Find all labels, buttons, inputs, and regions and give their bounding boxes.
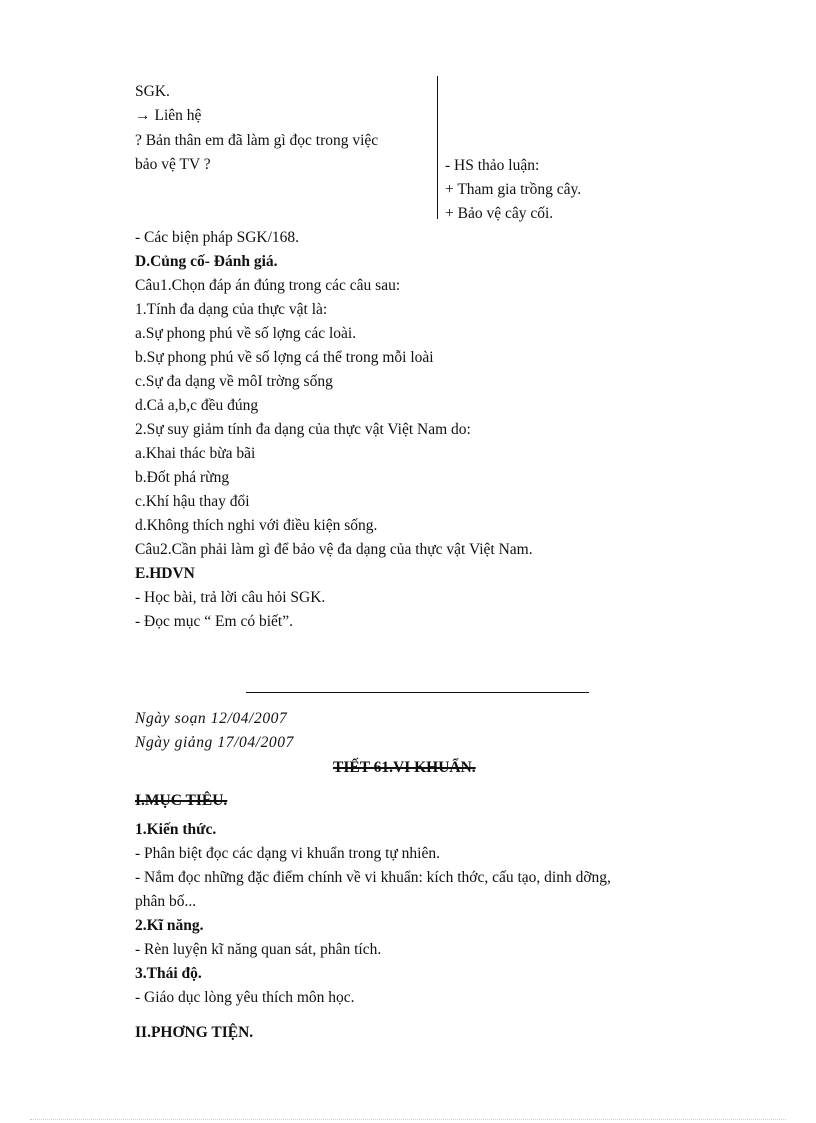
text-line: bảo vệ TV ? (135, 156, 211, 173)
text-line: - Phân biệt đọc các dạng vi khuẩn trong tự nhiên. (135, 845, 440, 862)
date-taught: Ngày giảng 17/04/2007 (135, 734, 294, 751)
text-line: SGK. (135, 83, 170, 100)
text-line: - Đọc mục “ Em có biết”. (135, 613, 293, 630)
subsection-heading: 3.Thái độ. (135, 965, 202, 982)
page-bottom-border (30, 1119, 786, 1120)
text-line: d.Không thích nghi với điều kiện sống. (135, 517, 378, 534)
text-line: 2.Sự suy giảm tính đa dạng của thực vật Việt Nam do: (135, 421, 471, 438)
text-line: 1.Tính đa dạng của thực vật là: (135, 301, 328, 318)
section-heading: II.PHƠNG TIỆN. (135, 1024, 254, 1041)
text-line: c.Sự đa dạng về môI trờng sống (135, 373, 333, 390)
lesson-title: TIẾT 61.VI KHUẨN. (333, 759, 476, 776)
text-line: + Tham gia trồng cây. (445, 181, 582, 198)
subsection-heading: 2.Kĩ năng. (135, 917, 204, 934)
text-line: Câu1.Chọn đáp án đúng trong các câu sau: (135, 277, 401, 294)
text-line: - Học bài, trả lời câu hỏi SGK. (135, 589, 326, 606)
section-heading: D.Củng cố- Đánh giá. (135, 253, 278, 270)
separator-line (246, 692, 589, 693)
text-line: - Các biện pháp SGK/168. (135, 229, 300, 246)
text-line: - Rèn luyện kĩ năng quan sát, phân tích. (135, 941, 382, 958)
text-line: Câu2.Cần phải làm gì để bảo vệ đa dạng của thực vật Việt Nam. (135, 541, 533, 558)
section-heading: E.HDVN (135, 565, 195, 582)
text-line: - HS thảo luận: (445, 157, 540, 174)
text-line: d.Cả a,b,c đều đúng (135, 397, 259, 414)
text-span: Liên hệ (154, 107, 202, 124)
text-line: b.Đốt phá rừng (135, 469, 230, 486)
column-divider (437, 76, 438, 219)
text-line: ? Bản thân em đã làm gì đọc trong việc (135, 132, 379, 149)
text-line: + Bảo vệ cây cối. (445, 205, 554, 222)
arrow-right-icon: → (135, 107, 151, 124)
text-line: phân bố... (135, 893, 197, 910)
text-line: c.Khí hậu thay đổi (135, 493, 250, 510)
text-line: a.Sự phong phú về số lợng các loài. (135, 325, 357, 342)
text-line (135, 106, 201, 126)
subsection-heading: 1.Kiến thức. (135, 821, 217, 838)
text-line: a.Khai thác bừa bãi (135, 445, 256, 462)
text-line: b.Sự phong phú về số lợng cá thể trong mỗi loài (135, 349, 434, 366)
text-line: - Nắm đọc những đặc điểm chính về vi khuẩn: kích thớc, cấu tạo, dinh dỡng, (135, 869, 611, 886)
section-heading: I.MỤC TIÊU. (135, 792, 228, 809)
date-prepared: Ngày soạn 12/04/2007 (135, 710, 288, 727)
text-line: - Giáo dục lòng yêu thích môn học. (135, 989, 355, 1006)
